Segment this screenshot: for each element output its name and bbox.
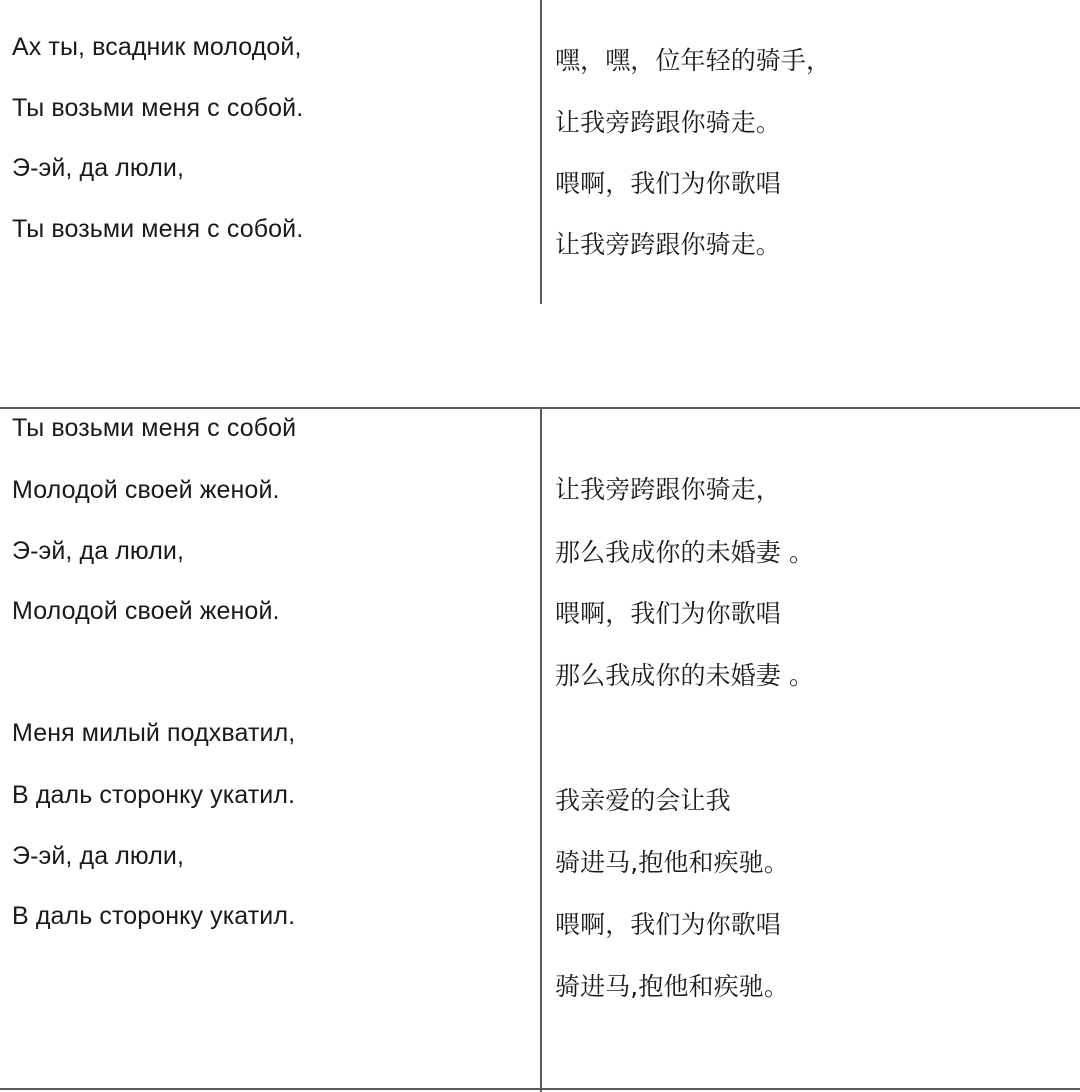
lyric-line: 喂啊，我们为你歌唱 <box>555 599 781 628</box>
lyric-line: 骑进马,抱他和疾驰。 <box>555 972 789 1001</box>
lyric-line: Ты возьми меня с собой. <box>12 94 304 122</box>
lyric-line: В даль сторонку укатил. <box>12 902 296 930</box>
lyric-line: 让我旁跨跟你骑走。 <box>555 230 781 259</box>
lyric-line: 让我旁跨跟你骑走， <box>555 475 781 504</box>
lyric-line: 那么我成你的未婚妻 。 <box>555 538 815 567</box>
lyric-line: Меня милый подхватил, <box>12 719 296 747</box>
lyric-line: Молодой своей женой. <box>12 476 280 504</box>
lyric-line: 嘿，嘿，位年轻的骑手， <box>555 46 832 75</box>
lyric-line: 喂啊，我们为你歌唱 <box>555 169 781 198</box>
lyric-line: 骑进马,抱他和疾驰。 <box>555 848 789 877</box>
lyric-line: Молодой своей женой. <box>12 597 280 625</box>
lyric-line: 喂啊，我们为你歌唱 <box>555 910 781 939</box>
lyric-line: В даль сторонку укатил. <box>12 781 296 809</box>
bottom-table-column-divider <box>540 408 542 1092</box>
bottom-table-bottom-border <box>0 1088 1080 1090</box>
top-table-column-divider <box>540 0 542 304</box>
lyric-line: Ты возьми меня с собой <box>12 414 297 442</box>
lyric-line: 那么我成你的未婚妻 。 <box>555 661 815 690</box>
lyric-line: Э-эй, да люли, <box>12 537 185 565</box>
lyric-line: Ты возьми меня с собой. <box>12 215 304 243</box>
lyric-line: Э-эй, да люли, <box>12 154 185 182</box>
lyric-line: Э-эй, да люли, <box>12 842 185 870</box>
lyric-line: 让我旁跨跟你骑走。 <box>555 108 781 137</box>
lyric-line: Ах ты, всадник молодой, <box>12 33 302 61</box>
lyric-line: 我亲爱的会让我 <box>555 786 731 815</box>
